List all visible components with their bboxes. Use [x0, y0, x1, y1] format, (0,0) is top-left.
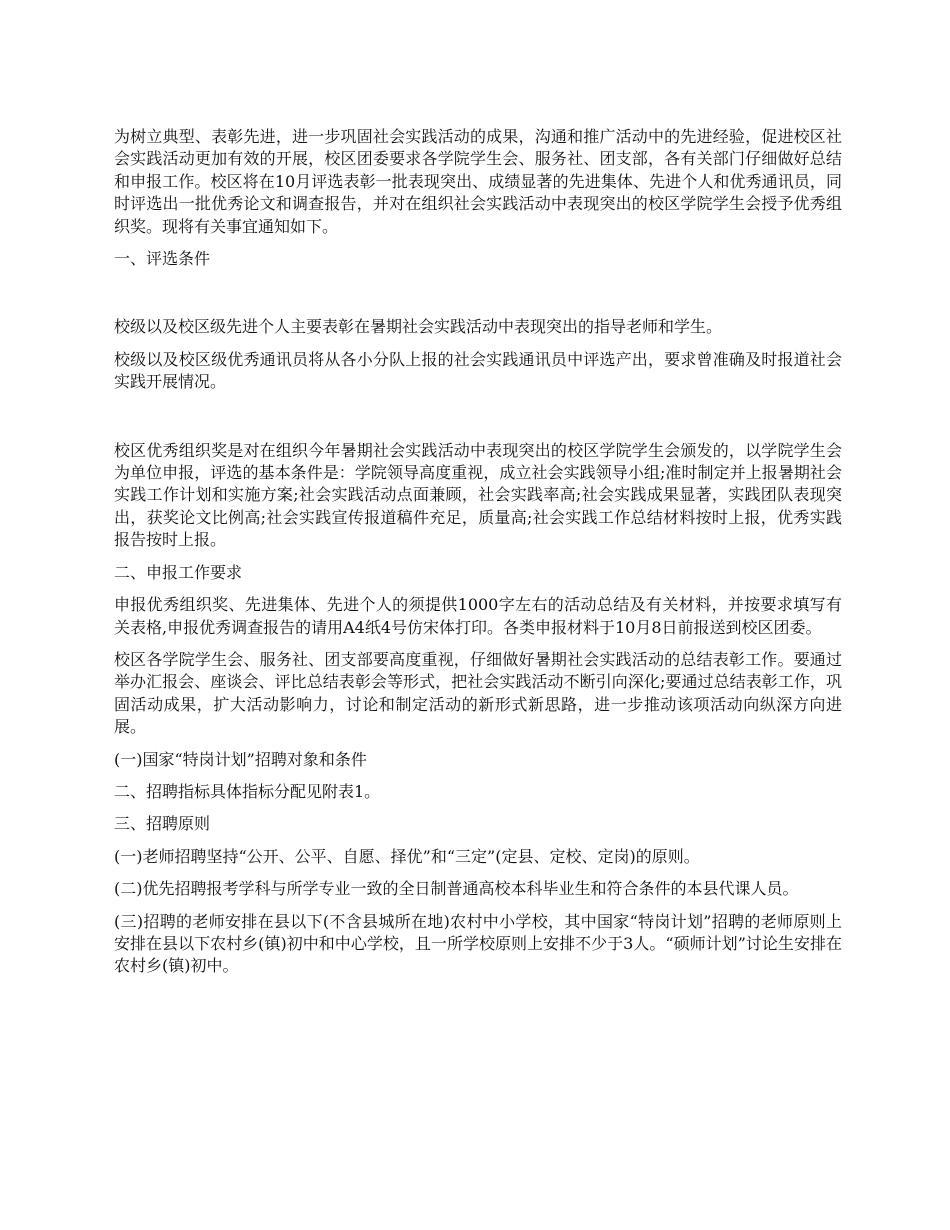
section-heading-selection-criteria: 一、评选条件	[114, 249, 211, 269]
intro-paragraph: 为树立典型、表彰先进，进一步巩固社会实践活动的成果，沟通和推广活动中的先进经验，促进校区社会实践活动更加有效的开展，校区团委要求各学院学生会、服务社、团支部，各有关部门仔细做好总结和申报工作。校区将在10月评选表彰一批表现突出、成绩显著的先进集体、先进个人和优秀通讯员，同时评选出一批优秀论文和调查报告，并对在组织社会实践活动中表现突出的校区学院学生会授予优秀组织奖。现将有关事宜通知如下。	[114, 127, 842, 236]
spacer	[114, 404, 842, 440]
principle-item-3: (三)招聘的老师安排在县以下(不含县城所在地)农村中小学校，其中国家“特岗计划”招聘的老师原则上安排在县以下农村乡(镇)初中和中心学校，且一所学校原则上安排不少于3人。“硕师计划”讨论生安排在农村乡(镇)初中。	[114, 911, 842, 976]
section-heading-recruitment-principles: 三、招聘原则	[114, 814, 211, 834]
document-body	[114, 126, 842, 988]
paragraph-correspondents: 校级以及校区级优秀通讯员将从各小分队上报的社会实践通讯员中评选产出，要求曾准确及时报道社会实践开展情况。	[114, 349, 842, 392]
section-heading-recruitment-quota: 二、招聘指标具体指标分配见附表1。	[114, 781, 381, 801]
subheading-special-post-plan: (一)国家“特岗计划”招聘对象和条件	[114, 749, 367, 769]
spacer	[114, 280, 842, 316]
paragraph-organization-award: 校区优秀组织奖是对在组织今年暑期社会实践活动中表现突出的校区学院学生会颁发的，以学院学生会为单位申报，评选的基本条件是：学院领导高度重视，成立社会实践领导小组;准时制定并上报暑期社会实践工作计划和实施方案;社会实践活动点面兼顾，社会实践率高;社会实践成果显著，实践团队表现突出，获奖论文比例高;社会实践宣传报道稿件充足，质量高;社会实践工作总结材料按时上报，优秀实践报告按时上报。	[114, 440, 842, 550]
paragraph-application-materials: 申报优秀组织奖、先进集体、先进个人的须提供1000字左右的活动总结及有关材料，并按要求填写有关表格,申报优秀调查报告的请用A4纸4号仿宋体打印。各类申报材料于10月8日前报送到校区团委。	[114, 595, 842, 637]
principle-item-2: (二)优先招聘报考学科与所学专业一致的全日制普通高校本科毕业生和符合条件的本县代课人员。	[114, 879, 799, 899]
section-heading-application-requirements: 二、申报工作要求	[114, 562, 243, 582]
principle-item-1: (一)老师招聘坚持“公开、公平、自愿、择优”和“三定”(定县、定校、定岗)的原则。	[114, 846, 700, 866]
paragraph-advanced-individuals: 校级以及校区级先进个人主要表彰在暑期社会实践活动中表现突出的指导老师和学生。	[114, 317, 723, 337]
paragraph-summary-work: 校区各学院学生会、服务社、团支部要高度重视，仔细做好暑期社会实践活动的总结表彰工作。要通过举办汇报会、座谈会、评比总结表彰会等形式，把社会实践活动不断引向深化;要通过总结表彰工作，巩固活动成果，扩大活动影响力，讨论和制定活动的新形式新思路，进一步推动该项活动向纵深方向进展。	[114, 649, 842, 737]
